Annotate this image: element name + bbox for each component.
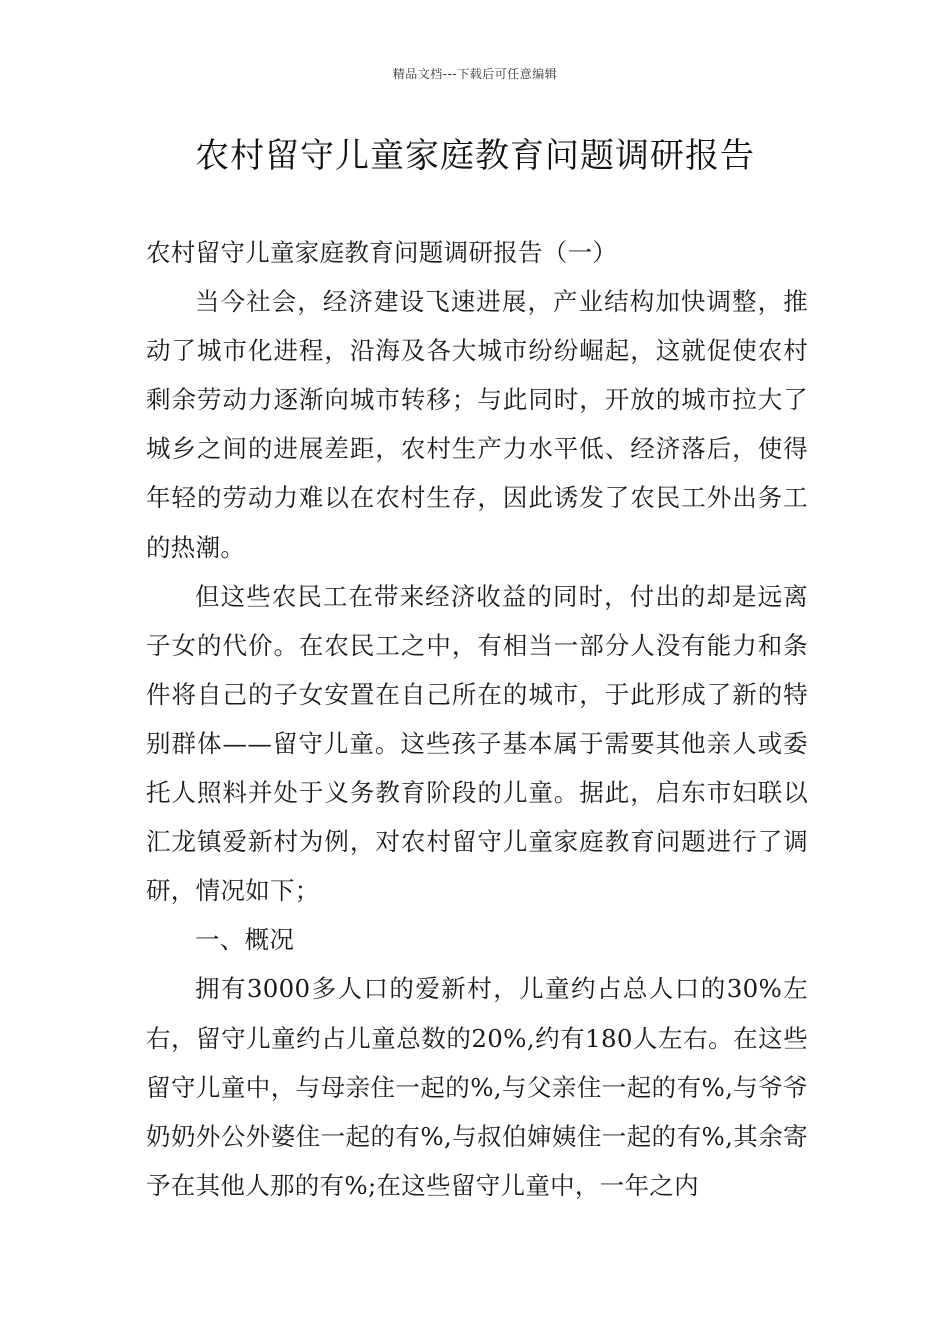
paragraph-3: 拥有3000多人口的爱新村，儿童约占总人口的30%左右，留守儿童约占儿童总数的20%,约有180人左右。在这些留守儿童中，与母亲住一起的%,与父亲住一起的有%,与爷爷奶奶外公外婆住一起的有%,与叔伯婶姨住一起的有%,其余寄予在其他人那的有%;在这些留守儿童中，一年之内 xyxy=(146,974,808,1200)
paragraph-1: 当今社会，经济建设飞速进展，产业结构加快调整，推动了城市化进程，沿海及各大城市纷纷崛起，这就促使农村剩余劳动力逐渐向城市转移；与此同时，开放的城市拉大了城乡之间的进展差距，农村生产力水平低、经济落后，使得年轻的劳动力难以在农村生存，因此诱发了农民工外出务工的热潮。 xyxy=(146,287,808,562)
section-subtitle: 农村留守儿童家庭教育问题调研报告（一） xyxy=(146,238,618,267)
section-heading: 一、概况 xyxy=(195,925,295,955)
header-note: 精品文档---下载后可任意编辑 xyxy=(392,67,558,81)
document-title: 农村留守儿童家庭教育问题调研报告 xyxy=(195,136,755,176)
document-body xyxy=(146,228,808,1210)
paragraph-2: 但这些农民工在带来经济收益的同时，付出的却是远离子女的代价。在农民工之中，有相当一部分人没有能力和条件将自己的子女安置在自己所在的城市，于此形成了新的特别群体——留守儿童。这些孩子基本属于需要其他亲人或委托人照料并处于义务教育阶段的儿童。据此，启东市妇联以汇龙镇爱新村为例，对农村留守儿童家庭教育问题进行了调研，情况如下； xyxy=(146,581,808,906)
